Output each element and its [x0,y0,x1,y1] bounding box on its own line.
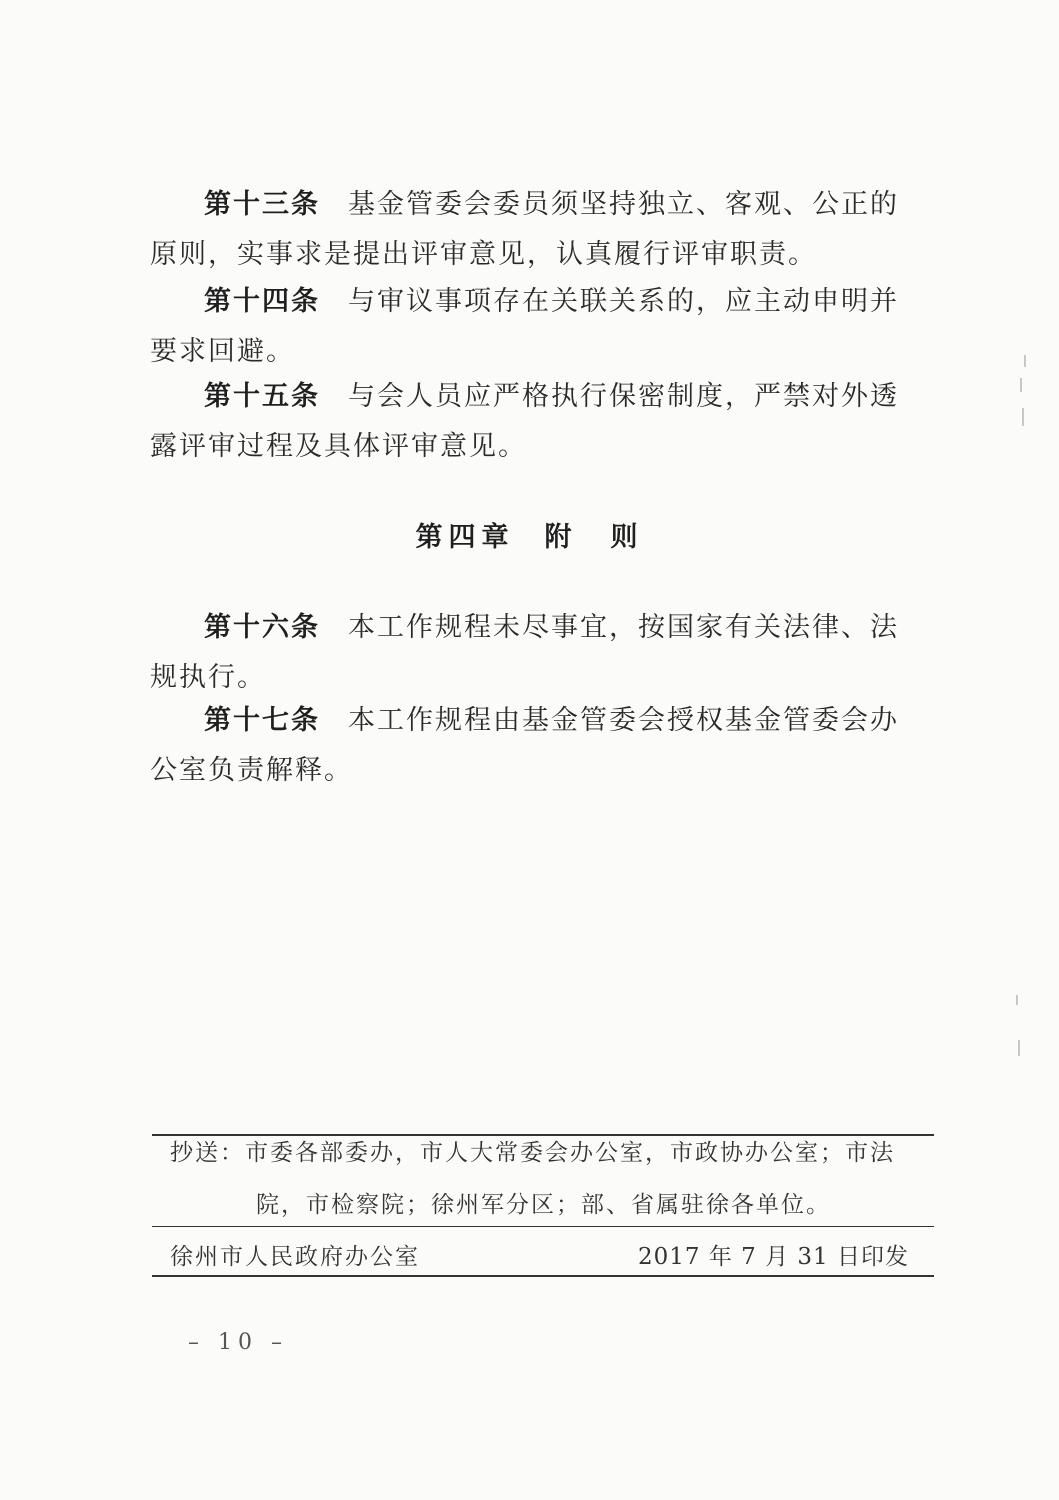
article-13 [150,180,918,280]
scan-speck [1022,408,1024,426]
article-15 [150,372,918,472]
scan-speck [1024,355,1026,367]
chapter-number: 第四章 [415,522,515,553]
cc-line-1: 抄送：市委各部委办，市人大常委会办公室，市政协办公室；市法 [170,1140,895,1166]
article-number: 第十五条 [204,381,320,412]
article-number: 第十三条 [204,189,320,220]
article-text: 本工作规程未尽事宜，按国家有关法律、法规执行。 [150,612,899,693]
chapter-name: 附 则 [544,522,644,553]
issuer: 徐州市人民政府办公室 [170,1244,420,1270]
article-number: 第十六条 [204,612,320,643]
scan-speck [1016,995,1018,1005]
chapter-heading [0,515,1059,554]
cc-block [170,1127,910,1231]
footer-rule [152,1275,934,1277]
article-text: 与审议事项存在关联关系的，应主动申明并要求回避。 [150,286,899,367]
scan-speck [1020,378,1022,392]
issue-date: 2017 年 7 月 31 日印发 [638,1244,909,1270]
article-14 [150,277,918,377]
article-text: 本工作规程由基金管委会授权基金管委会办公室负责解释。 [150,705,899,786]
cc-line-2: 院，市检察院；徐州军分区；部、省属驻徐各单位。 [256,1192,831,1218]
article-number: 第十七条 [204,705,320,736]
article-16 [150,603,918,703]
article-text: 与会人员应严格执行保密制度，严禁对外透露评审过程及具体评审意见。 [150,381,899,462]
cc-bottom-rule [152,1226,934,1227]
article-text: 基金管委会委员须坚持独立、客观、公正的原则，实事求是提出评审意见，认真履行评审职责。 [150,189,899,270]
page-number: – 10 – [188,1330,288,1355]
article-number: 第十四条 [204,286,320,317]
article-17 [150,696,918,796]
scan-speck [1018,1040,1020,1056]
